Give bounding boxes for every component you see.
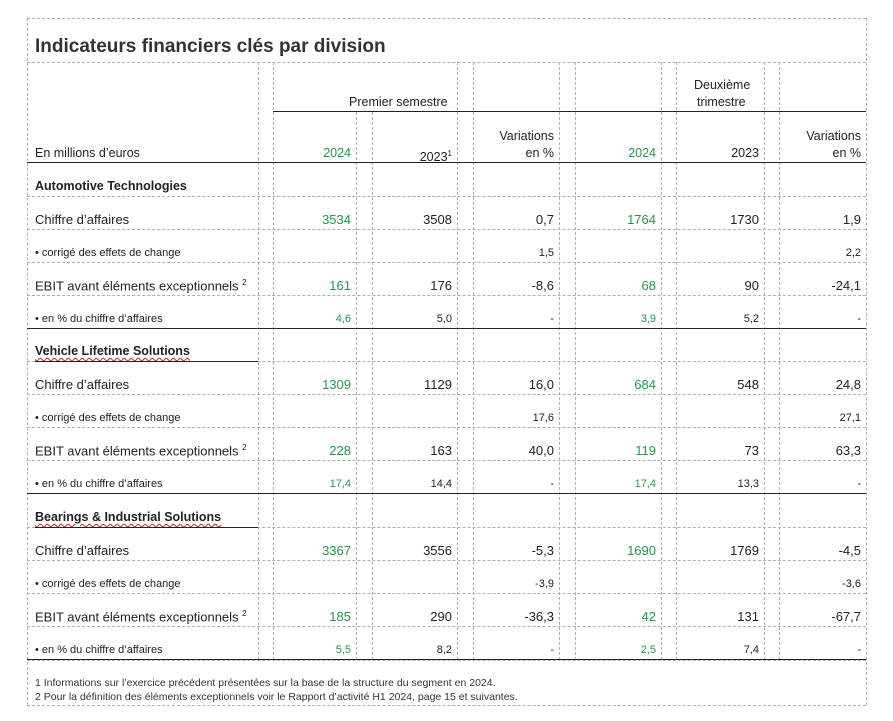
cell-h1-2024: 3534 bbox=[322, 212, 351, 227]
row-label bbox=[35, 412, 181, 424]
cell-q2-2024: 3,9 bbox=[640, 313, 656, 325]
cell-q2-2024: 1690 bbox=[627, 543, 656, 558]
row-label bbox=[35, 377, 129, 392]
row-label bbox=[35, 443, 247, 458]
cell-h1-2024: 17,4 bbox=[329, 478, 351, 490]
header-q2-2023: 2023 bbox=[731, 146, 759, 160]
section-title-text: Vehicle Lifetime Solutions bbox=[35, 344, 190, 358]
row-label-text: • en % du chiffre d’affaires bbox=[35, 478, 163, 490]
cell-q2-2023: 548 bbox=[737, 377, 759, 392]
section-title bbox=[35, 510, 221, 524]
cell-h1-2023: 3556 bbox=[423, 543, 452, 558]
cell-q2-var: 63,3 bbox=[835, 443, 861, 458]
cell-h1-var: -3,9 bbox=[535, 578, 554, 590]
row-divider bbox=[27, 460, 866, 461]
cell-h1-2023: 1129 bbox=[424, 377, 452, 392]
row-label bbox=[35, 578, 181, 590]
row-label-text: • corrigé des effets de change bbox=[35, 578, 181, 590]
cell-q2-var: -24,1 bbox=[831, 278, 861, 293]
cell-q2-2023: 73 bbox=[744, 443, 759, 458]
cell-h1-var: 16,0 bbox=[528, 377, 554, 392]
footnote-divider bbox=[27, 660, 866, 661]
row-label bbox=[35, 609, 247, 624]
col-line bbox=[356, 112, 357, 660]
cell-q2-2023: 7,4 bbox=[743, 644, 759, 656]
header-h1-2024: 2024 bbox=[323, 146, 351, 160]
row-label bbox=[35, 313, 163, 325]
cell-q2-2023: 1769 bbox=[730, 543, 759, 558]
row-divider bbox=[27, 262, 866, 263]
cell-h1-var: - bbox=[550, 313, 554, 325]
cell-q2-var: 2,2 bbox=[845, 247, 861, 259]
row-rule-solid bbox=[27, 328, 866, 329]
cell-h1-2023: 3508 bbox=[423, 212, 452, 227]
cell-q2-2023: 5,2 bbox=[743, 313, 759, 325]
header-unit-label: En millions d’euros bbox=[35, 146, 140, 160]
row-label-text: EBIT avant éléments exceptionnels bbox=[35, 609, 239, 625]
header-h1-variations-line2: en % bbox=[525, 146, 554, 160]
cell-q2-2024: 119 bbox=[635, 443, 656, 458]
cell-q2-2023: 131 bbox=[737, 609, 759, 624]
header-rule bbox=[27, 162, 866, 163]
cell-q2-var: 27,1 bbox=[839, 412, 861, 424]
row-label bbox=[35, 644, 163, 656]
section-underline bbox=[35, 361, 258, 362]
cell-q2-2023: 13,3 bbox=[737, 478, 759, 490]
cell-h1-2024: 185 bbox=[329, 609, 351, 624]
row-label-footnote-ref: 2 bbox=[242, 609, 247, 618]
cell-q2-2023: 90 bbox=[744, 278, 759, 293]
cell-q2-var: - bbox=[857, 478, 861, 490]
row-label-text: Chiffre d’affaires bbox=[35, 377, 130, 392]
cell-h1-2023: 5,0 bbox=[436, 313, 452, 325]
row-label-footnote-ref: 2 bbox=[242, 278, 247, 287]
cell-h1-var: - bbox=[550, 478, 554, 490]
cell-q2-2023: 1730 bbox=[730, 212, 759, 227]
cell-h1-var: 0,7 bbox=[535, 212, 554, 227]
header-second-quarter-line1: Deuxième bbox=[694, 78, 751, 92]
cell-q2-2024: 684 bbox=[634, 377, 656, 392]
cell-h1-2023: 176 bbox=[430, 278, 452, 293]
header-h1-variations-line1: Variations bbox=[499, 129, 554, 143]
cell-h1-2024: 5,5 bbox=[335, 644, 351, 656]
row-label-text: • corrigé des effets de change bbox=[35, 412, 181, 424]
row-divider bbox=[27, 394, 866, 395]
cell-h1-var: -5,3 bbox=[531, 543, 554, 558]
cell-h1-var: - bbox=[550, 644, 554, 656]
header-q2-variations-line2: en % bbox=[832, 146, 861, 160]
row-rule-solid bbox=[27, 493, 866, 494]
footnote-1: 1 Informations sur l’exercice précédent présentées sur la base de la structure du segment en 2024. bbox=[35, 677, 496, 689]
row-label bbox=[35, 478, 163, 490]
cell-h1-var: -8,6 bbox=[531, 278, 554, 293]
row-divider bbox=[27, 229, 866, 230]
header-group-rule bbox=[273, 111, 866, 112]
cell-q2-2024: 2,5 bbox=[640, 644, 656, 656]
row-divider bbox=[27, 560, 866, 561]
cell-h1-2023: 163 bbox=[430, 443, 452, 458]
cell-q2-var: - bbox=[857, 644, 861, 656]
cell-h1-var: 17,6 bbox=[532, 412, 554, 424]
row-label-text: • corrigé des effets de change bbox=[35, 247, 181, 259]
page-title: Indicateurs financiers clés par division bbox=[35, 36, 386, 57]
cell-h1-2024: 4,6 bbox=[335, 313, 351, 325]
section-title-text: Automotive Technologies bbox=[35, 179, 187, 193]
row-label-text: EBIT avant éléments exceptionnels bbox=[35, 278, 239, 294]
row-divider bbox=[27, 295, 866, 296]
cell-h1-2023: 290 bbox=[430, 609, 452, 624]
row-divider bbox=[27, 196, 866, 197]
row-label-text: EBIT avant éléments exceptionnels bbox=[35, 443, 239, 459]
cell-h1-2023: 14,4 bbox=[430, 478, 452, 490]
cell-h1-var: -36,3 bbox=[524, 609, 554, 624]
cell-q2-var: -4,5 bbox=[838, 543, 861, 558]
title-divider bbox=[27, 62, 866, 63]
header-h1-2023-year: 2023 bbox=[419, 150, 448, 165]
row-label-text: Chiffre d’affaires bbox=[35, 212, 130, 227]
row-divider bbox=[27, 427, 866, 428]
cell-q2-2024: 68 bbox=[641, 278, 656, 293]
row-label bbox=[35, 278, 247, 293]
cell-q2-var: -67,7 bbox=[831, 609, 861, 624]
cell-q2-2024: 17,4 bbox=[634, 478, 656, 490]
section-title bbox=[35, 179, 187, 193]
border-bottom bbox=[27, 705, 866, 706]
cell-q2-var: -3,6 bbox=[842, 578, 861, 590]
cell-h1-2024: 1309 bbox=[322, 377, 351, 392]
row-label bbox=[35, 212, 129, 227]
row-label-text: • en % du chiffre d’affaires bbox=[35, 313, 163, 325]
row-label bbox=[35, 543, 129, 558]
header-first-half: Premier semestre bbox=[349, 95, 448, 109]
cell-q2-2024: 42 bbox=[641, 609, 656, 624]
row-label-text: • en % du chiffre d’affaires bbox=[35, 644, 163, 656]
section-underline bbox=[35, 527, 258, 528]
row-divider bbox=[27, 626, 866, 627]
cell-h1-var: 40,0 bbox=[528, 443, 554, 458]
cell-h1-var: 1,5 bbox=[538, 247, 554, 259]
section-title bbox=[35, 344, 190, 358]
cell-q2-var: 1,9 bbox=[842, 212, 861, 227]
header-h1-2023-footnote-ref: 1 bbox=[447, 149, 452, 158]
cell-h1-2024: 228 bbox=[329, 443, 351, 458]
header-second-quarter-line2: trimestre bbox=[697, 95, 746, 109]
footnote-2: 2 Pour la définition des éléments exceptionnels voir le Rapport d’activité H1 2024, page 15 et suivantes. bbox=[35, 691, 518, 703]
cell-h1-2024: 161 bbox=[329, 278, 351, 293]
cell-q2-var: 24,8 bbox=[835, 377, 861, 392]
cell-h1-2024: 3367 bbox=[322, 543, 351, 558]
row-label-footnote-ref: 2 bbox=[242, 443, 247, 452]
row-label-text: Chiffre d’affaires bbox=[35, 543, 130, 558]
header-q2-variations-line1: Variations bbox=[806, 129, 861, 143]
row-label bbox=[35, 247, 181, 259]
section-title-text: Bearings & Industrial Solutions bbox=[35, 510, 222, 524]
cell-q2-var: - bbox=[857, 313, 861, 325]
border-right bbox=[866, 18, 867, 705]
cell-q2-2024: 1764 bbox=[627, 212, 656, 227]
row-divider bbox=[27, 593, 866, 594]
border-top bbox=[27, 18, 866, 19]
header-q2-2024: 2024 bbox=[628, 146, 656, 160]
cell-h1-2023: 8,2 bbox=[436, 644, 452, 656]
